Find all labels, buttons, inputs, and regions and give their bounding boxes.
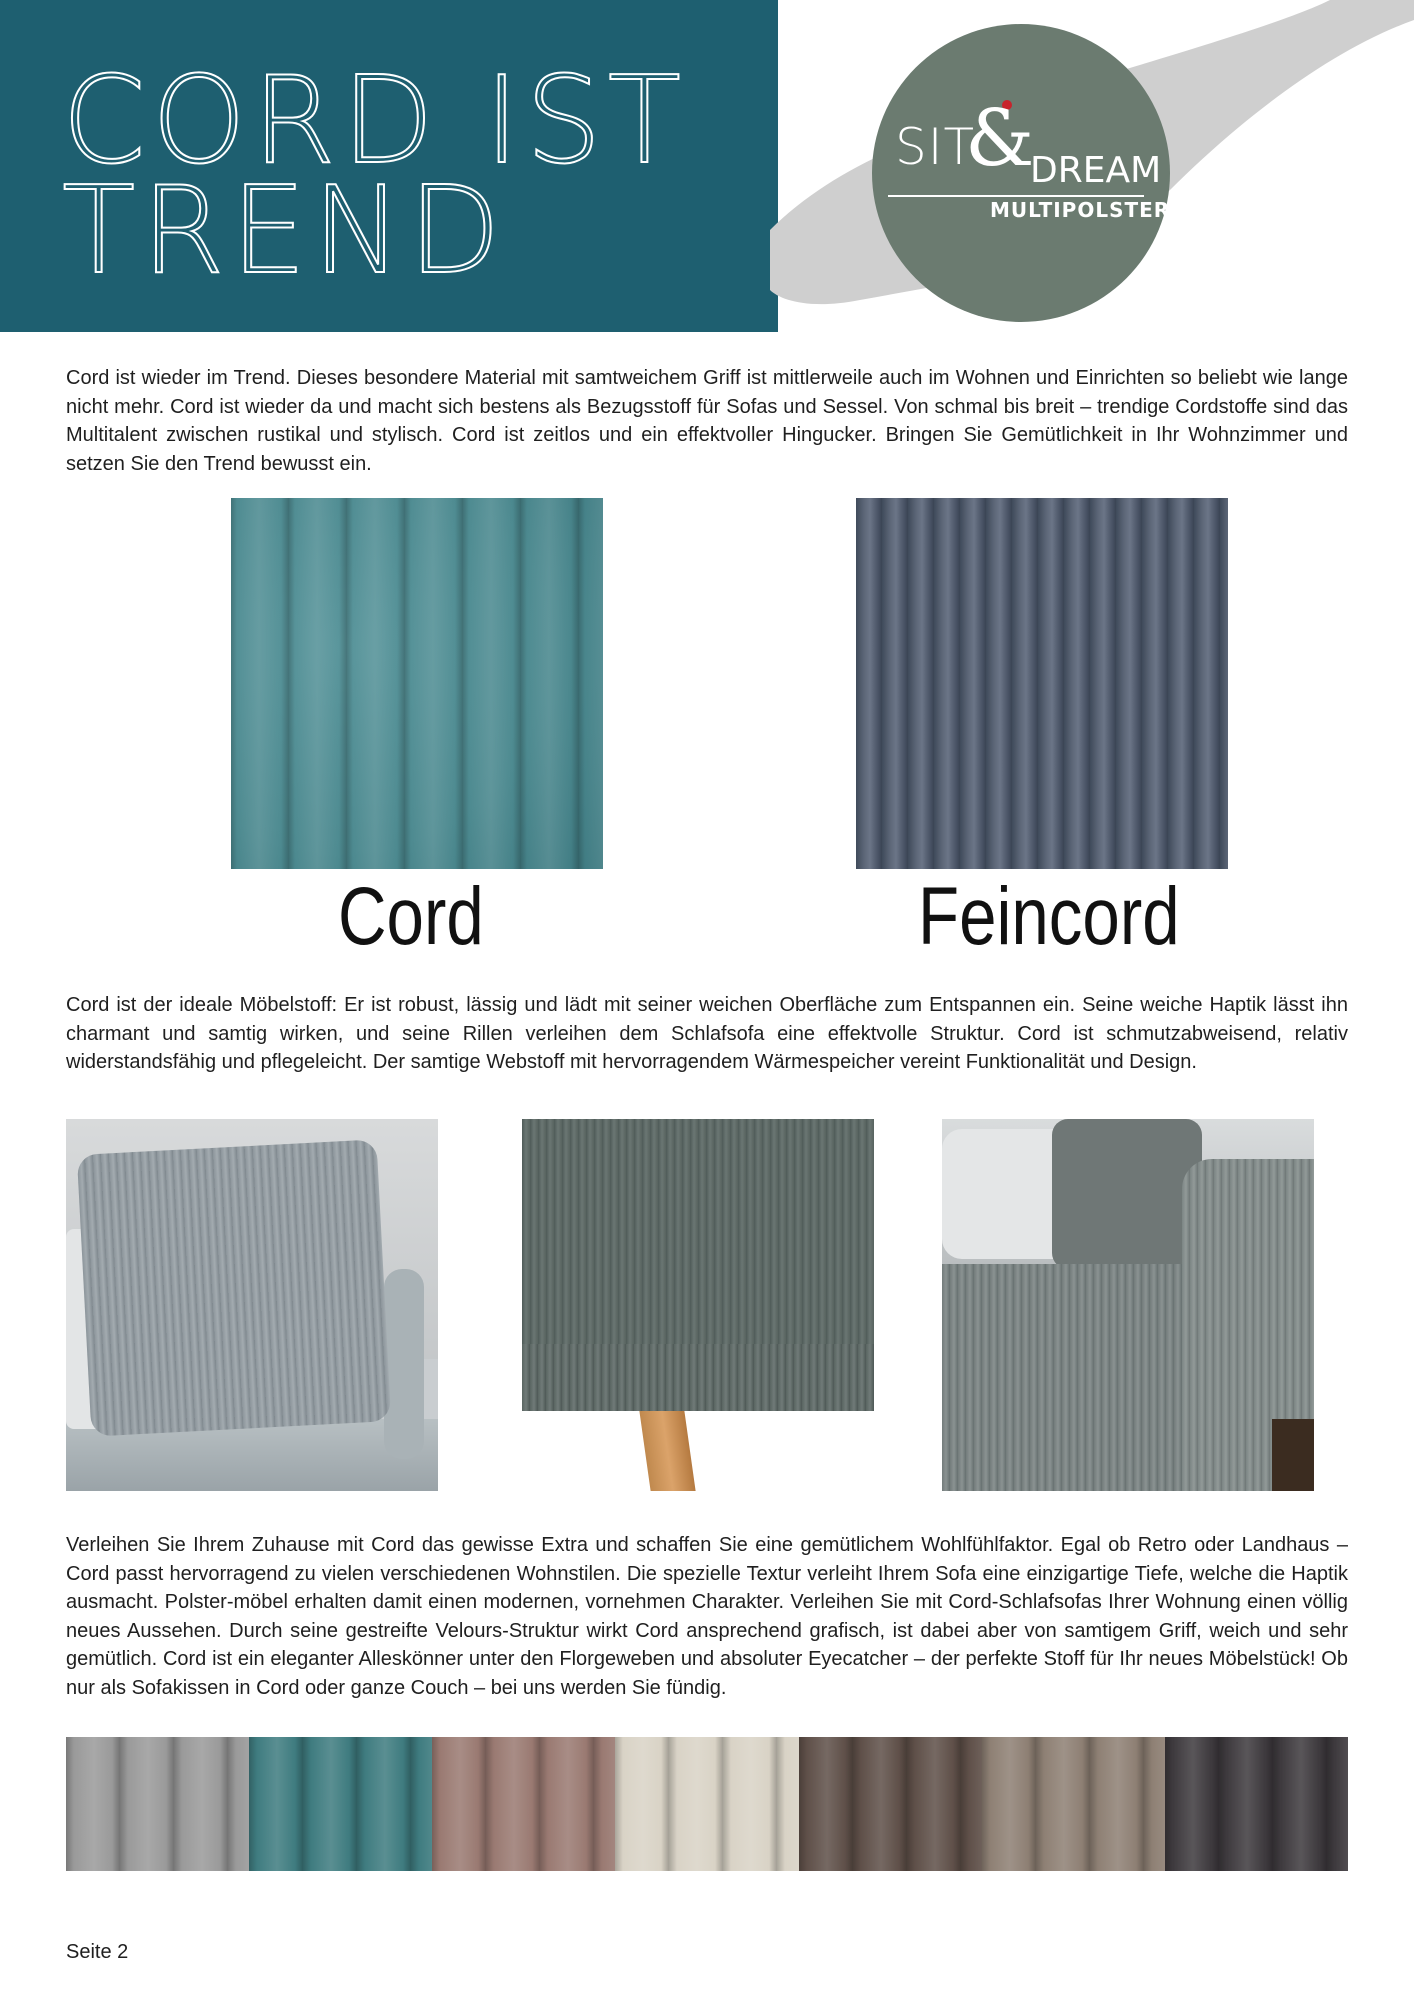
photo-cord-pillow bbox=[66, 1119, 438, 1491]
page-number: Seite 2 bbox=[66, 1941, 129, 1963]
color-chip bbox=[615, 1737, 798, 1871]
photo-sofa-leg-wood bbox=[639, 1411, 695, 1491]
logo-divider bbox=[888, 195, 1144, 197]
color-chip bbox=[66, 1737, 249, 1871]
color-chip bbox=[1165, 1737, 1348, 1871]
page-title-line-2: TREND bbox=[62, 162, 507, 301]
logo-text-sit: SIT bbox=[895, 118, 976, 176]
swatch-feincord-image bbox=[856, 498, 1228, 869]
photo-sofa-corner bbox=[942, 1119, 1314, 1491]
middle-paragraph: Cord ist der ideale Möbelstoff: Er ist robust, lässig und lädt mit seiner weichen Oberfläche zum Entspannen ein. Seine weiche Haptik lässt ihn charmant und samtig wirken, und seine Rillen verleihen dem Schlafsofa eine effektvolle Struktur. Cord ist schmutzabweisend, relativ widerstandsfähig und pflegeleicht. Der samtige Webstoff mit hervorragendem Wärmespeicher vereint Funktionalität und Design. bbox=[66, 994, 1348, 1073]
color-chip bbox=[249, 1737, 432, 1871]
intro-paragraph: Cord ist wieder im Trend. Dieses besondere Material mit samtweichem Griff ist mittlerweile auch im Wohnen und Einrichten so beliebt wie lange nicht mehr. Cord ist wieder da und macht sich bestens als Bezugsstoff für Sofas und Sessel. Von schmal bis breit – trendige Cordstoffe sind das Multitalent zwischen rustikal und stylisch. Cord ist zeitlos und ein effektvoller Hingucker. Bringen Sie Gemütlichkeit in Ihr Wohnzimmer und setzen Sie den Trend bewusst ein. bbox=[66, 367, 1348, 475]
color-chip bbox=[799, 1737, 982, 1871]
color-chip bbox=[432, 1737, 615, 1871]
logo-text-dream: DREAM bbox=[1030, 150, 1162, 191]
photo-sofa-leg bbox=[522, 1119, 874, 1411]
swatch-cord-image bbox=[231, 498, 603, 869]
bottom-paragraph: Verleihen Sie Ihrem Zuhause mit Cord das gewisse Extra und schaffen Sie eine gemütlichem Wohlfühlfaktor. Egal ob Retro oder Landhaus – Cord passt hervorragend zu vielen verschiedenen Wohnstilen. Die spezielle Textur verleiht Ihrem Sofa eine einzigartige Tiefe, welche die Haptik ausmacht. Polster-möbel erhalten damit einen modernen, vornehmen Charakter. Verleihen Sie mit Cord-Schlafsofas Ihrer Wohnung einen völlig neues Aussehen. Durch seine gestreifte Velours-Struktur wirkt Cord ansprechend grafisch, ist dabei aber von samtigem Griff, weich und sehr gemütlich. Cord ist ein eleganter Alleskönner unter den Florgeweben und absoluter Eyecatcher – der perfekte Stoff für Ihr neues Möbelstück! Ob nur als Sofakissen in Cord oder ganze Couch – bei uns werden Sie fündig. bbox=[66, 1534, 1348, 1699]
logo-ampersand: & bbox=[965, 94, 1035, 184]
swatch-label-feincord: Feincord bbox=[918, 871, 1180, 962]
swatch-label-cord: Cord bbox=[338, 871, 484, 962]
page-title-line-1: CORD IST bbox=[62, 52, 688, 191]
logo-text-multipolster: MULTIPOLSTER bbox=[990, 198, 1171, 222]
color-chip bbox=[982, 1737, 1165, 1871]
fabric-color-strip bbox=[66, 1737, 1348, 1871]
